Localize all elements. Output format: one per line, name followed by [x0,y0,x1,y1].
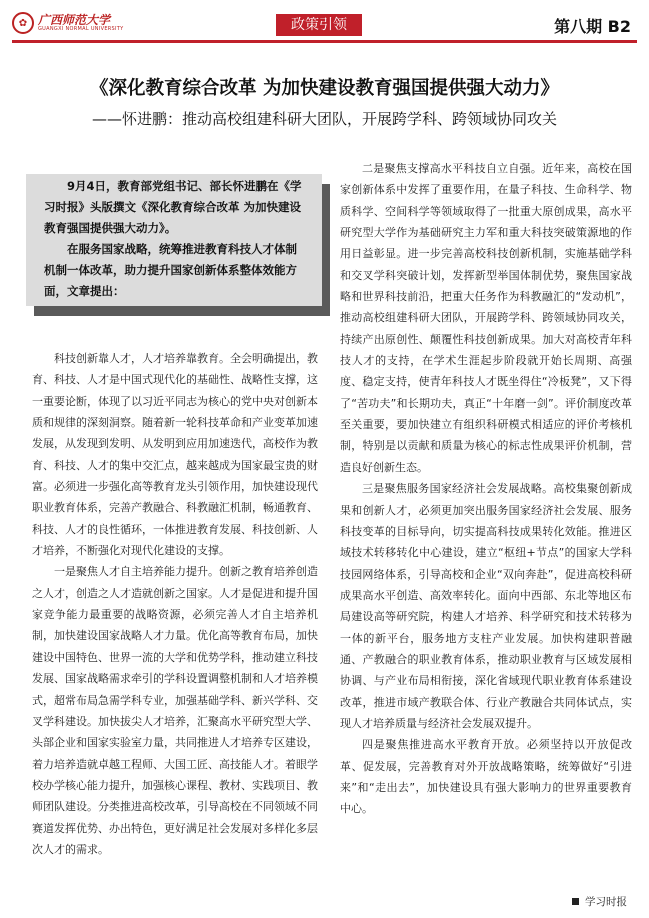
logo-chinese-name: 广西师范大学 [38,13,111,27]
university-seal-icon: ✿ [12,12,34,34]
body-paragraph: 二是聚焦支撑高水平科技自立自强。近年来，高校在国家创新体系中发挥了重要作用，在量子科技、生命科学、物质科学、空间科学等领域取得了一批重大原创成果，高水平研究型大学作为基础研究主力军和重大科技突破策源地的作用日益彰显。进一步完善高校科技创新机制，实施基础学科和交叉学科突破计划，发挥新型举国体制优势，聚焦国家战略和世界科技前沿，把重大任务作为科教融汇的“发动机”，推动高校组建科研大团队，开展跨学科、跨领域协同攻关，持续产出原创性、颠覆性科技创新成果。加大对高校青年科技人才的支持，在学术生涯起步阶段就开始长周期、高强度、稳定支持，使青年科技人才既坐得住“冷板凳”，又下得了“苦功夫”和长期功夫，真正“十年磨一剑”。评价制度改革至关重要，要加快建立有组织科研模式相适应的评价考核机制，特别是以贡献和质量为核心的标志性成果评价机制，营造良好创新生态。 [340,162,632,474]
body-paragraph: 科技创新靠人才，人才培养靠教育。全会明确提出，教育、科技、人才是中国式现代化的基础性、战略性支撑，这一重要论断，体现了以习近平同志为核心的党中央对创新本质和规律的深刻洞察。随着新一轮科技革命和产业变革加速发展，从发现到发明、从发明到应用加速迭代，高校作为教育、科技、人才的集中交汇点，越来越成为国家最宝贵的财富。必须进一步强化高等教育龙头引领作用，加快建设现代职业教育体系，完善产教融合、科教融汇机制，畅通教育、科技、人才的良性循环，一体推进教育发展、科技创新、人才培养，不断强化对现代化建设的支撑。 [32,352,318,558]
issue-number: 第八期 B2 [554,17,631,36]
left-column [32,348,318,860]
intro-paragraph: 在服务国家战略，统筹推进教育科技人才体制机制一体改革，助力提升国家创新体系整体效能方面，文章提出： [44,242,297,298]
intro-paragraph: 9月4日，教育部党组书记、部长怀进鹏在《学习时报》头版撰文《深化教育综合改革 为加快建设教育强国提供强大动力》。 [44,179,302,235]
body-paragraph: 一是聚焦人才自主培养能力提升。创新之教育培养创造之人才，创造之人才造就创新之国家。人才是促进和提升国家竞争能力最重要的战略资源，必须完善人才自主培养机制，加快建设国家战略人才力量。优化高等教育布局，加快建设中国特色、世界一流的大学和优势学科，推动建立科技发展、国家战略需求牵引的学科设置调整机制和人才培养模式，超常布局急需学科专业，加强基础学科、新兴学科、交叉学科建设。加快拔尖人才培养，汇聚高水平研究型大学、头部企业和国家实验室力量，共同推进人才培养专区建设，着力培养造就卓越工程师、大国工匠、高技能人才。着眼学校办学核心能力提升，加强核心课程、教材、实践项目、教师团队建设。分类推进高校改革，引导高校在不同领域不同赛道发挥优势、办出特色，更好满足社会发展对多样化多层次人才的需求。 [32,565,318,856]
section-tag: 政策引领 [276,14,362,36]
article-title: 《深化教育综合改革 为加快建设教育强国提供强大动力》 [90,78,559,99]
square-bullet-icon [572,898,579,905]
page-footer [572,894,627,909]
article-subtitle: ——怀进鹏：推动高校组建科研大团队，开展跨学科、跨领域协同攻关 [91,110,557,128]
right-column [340,158,632,820]
body-paragraph: 三是聚焦服务国家经济社会发展战略。高校集聚创新成果和创新人才，必须更加突出服务国家经济社会发展、服务科技变革的目标导向，切实提高科技成果转化效能。推进区域技术转移转化中心建设，建立“枢纽+节点”的国家大学科技园网络体系，引导高校和企业“双向奔赴”，促进高校科研成果高水平创造、高效率转化。面向中西部、东北等地区布局建设高等研究院，构建人才培养、科学研究和技术转移为一体的新平台，服务地方支柱产业发展。加快构建职普融通、产教融合的职业教育体系，推动职业教育与区域发展相协调、与产业布局相衔接，深化省域现代职业教育体系建设改革，推进市域产教联合体、行业产教融合共同体试点，实现人才培养质量与经济社会发展双提升。 [340,482,632,730]
logo-english-name: GUANGXI NORMAL UNIVERSITY [38,26,124,32]
body-paragraph: 四是聚焦推进高水平教育开放。必须坚持以开放促改革、促发展，完善教育对外开放战略策略，统筹做好“引进来”和“走出去”，加快建设具有强大影响力的世界重要教育中心。 [340,738,632,816]
footer-source: 学习时报 [585,896,627,908]
intro-box [26,174,322,306]
header-divider [12,40,637,43]
page-header [0,0,649,40]
university-logo [12,12,124,34]
